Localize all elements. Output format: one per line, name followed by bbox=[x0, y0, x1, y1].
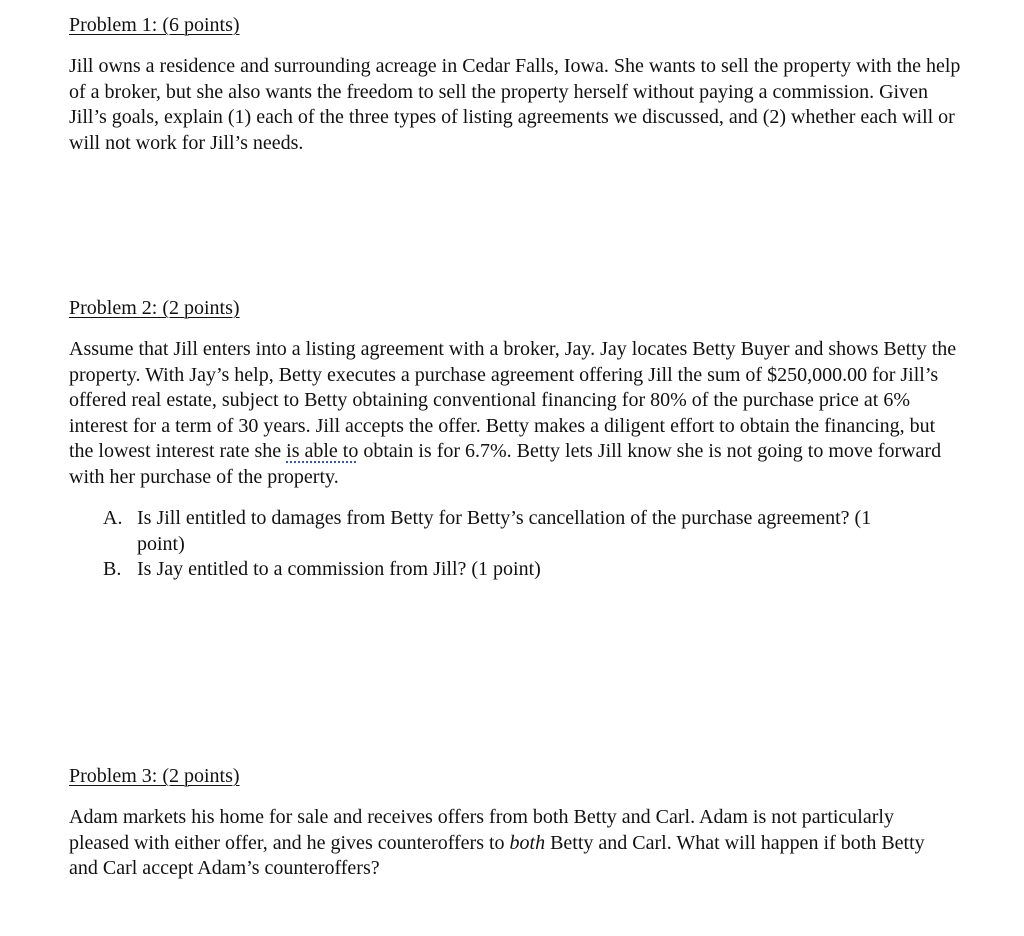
problem-3-body bbox=[69, 805, 949, 882]
emphasis-both: both bbox=[509, 831, 546, 854]
problem-3-body-after: Betty and Carl. What will happen if both Betty and Carl accept Adam’s counteroffers? bbox=[69, 831, 925, 879]
question-letter: A. bbox=[103, 507, 123, 529]
grammar-flagged-phrase[interactable]: is able to bbox=[286, 440, 359, 462]
problem-2-body-after: obtain is for 6.7%. Betty lets Jill know she is not going to move forward with her purchase of the property. bbox=[69, 440, 942, 488]
problem-1-heading: Problem 1: (6 points) bbox=[69, 14, 240, 36]
question-text: Is Jill entitled to damages from Betty for Betty’s cancellation of the purchase agreement? (1 point) bbox=[137, 507, 872, 555]
problem-2-questions bbox=[103, 506, 923, 583]
problem-2-body bbox=[69, 337, 964, 490]
question-b bbox=[103, 557, 923, 583]
problem-2-heading: Problem 2: (2 points) bbox=[69, 297, 240, 319]
problem-3-heading: Problem 3: (2 points) bbox=[69, 765, 240, 787]
question-text: Is Jay entitled to a commission from Jill? (1 point) bbox=[137, 558, 541, 580]
problem-3-body-before: Adam markets his home for sale and receives offers from both Betty and Carl. Adam is not particularly pleased with either offer, and he gives counteroffers to bbox=[69, 806, 894, 854]
problem-2-body-before: Assume that Jill enters into a listing agreement with a broker, Jay. Jay locates Betty Buyer and shows Betty the property. With Jay’s help, Betty executes a purchase agreement offering Jill the sum of $250,000.00 for Jill’s offered real estate, subject to Betty obtaining conventional financing for 80% of the purchase price at 6% interest for a term of 30 years. Jill accepts the offer. Betty makes a diligent effort to obtain the financing, but the lowest interest rate she bbox=[69, 338, 957, 462]
question-letter: B. bbox=[103, 558, 122, 580]
problem-1-body: Jill owns a residence and surrounding acreage in Cedar Falls, Iowa. She wants to sell the property with the help of a broker, but she also wants the freedom to sell the property herself without paying a commission. Given Jill’s goals, explain (1) each of the three types of listing agreements we discussed, and (2) whether each will or will not work for Jill’s needs. bbox=[69, 55, 961, 154]
question-a bbox=[103, 506, 923, 557]
